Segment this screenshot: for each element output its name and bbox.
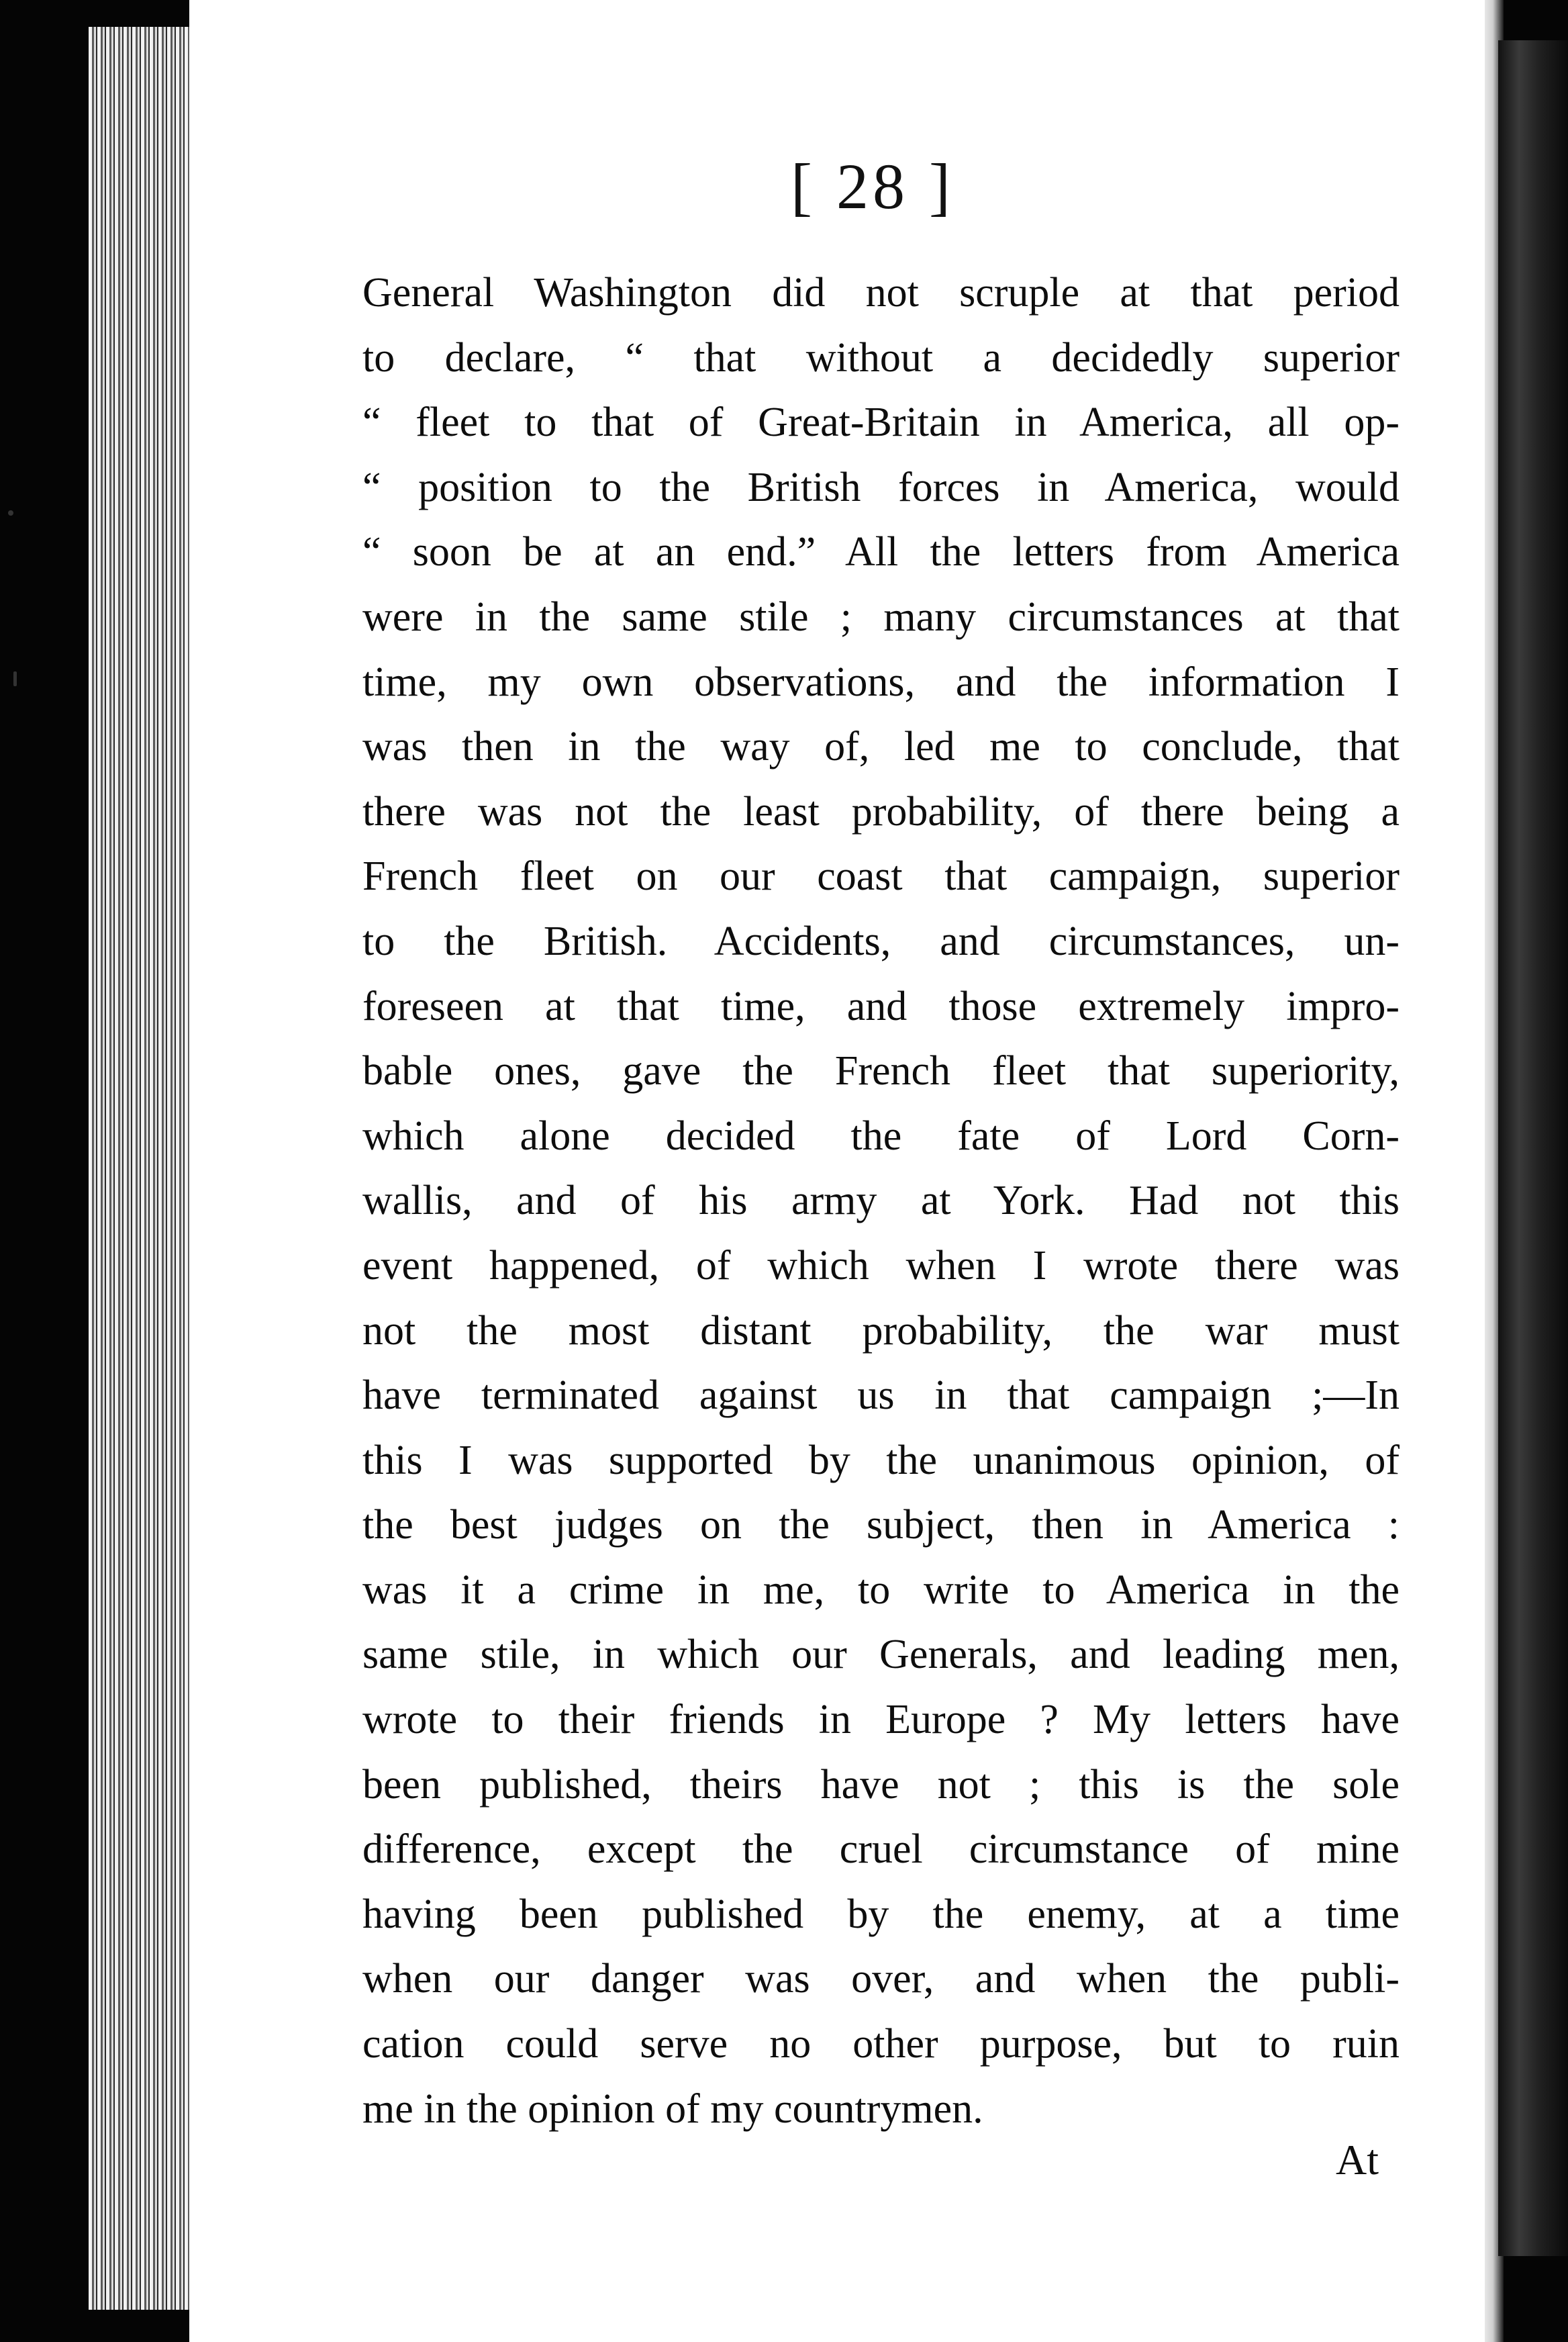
text-line: when our danger was over, and when the publi-	[362, 1956, 1400, 2002]
text-line: having been published by the enemy, at a time	[362, 1891, 1400, 1937]
text-line: event happened, of which when I wrote there was	[362, 1242, 1400, 1289]
text-line: been published, theirs have not ; this is the sole	[362, 1761, 1400, 1808]
stacked-page-edges	[89, 27, 189, 2310]
text-line: bable ones, gave the French fleet that superiority,	[362, 1048, 1400, 1094]
text-line: wrote to their friends in Europe ? My letters have	[362, 1697, 1400, 1743]
catchword: At	[1336, 2136, 1379, 2184]
page-number: [ 28 ]	[791, 150, 954, 222]
text-line: General Washington did not scruple at that period	[362, 270, 1400, 316]
text-line: “ fleet to that of Great-Britain in America, all op-	[362, 400, 1400, 446]
scan-speck	[8, 510, 13, 516]
text-line: not the most distant probability, the war must	[362, 1307, 1400, 1354]
text-line: wallis, and of his army at York. Had not this	[362, 1178, 1400, 1224]
text-line: “ soon be at an end.” All the letters from America	[362, 529, 1400, 575]
text-line: cation could serve no other purpose, but to ruin	[362, 2021, 1400, 2067]
text-line: were in the same stile ; many circumstances at that	[362, 594, 1400, 640]
text-line: difference, except the cruel circumstance of mine	[362, 1826, 1400, 1873]
text-line: same stile, in which our Generals, and leading men,	[362, 1632, 1400, 1678]
text-line: was it a crime in me, to write to America in the	[362, 1566, 1400, 1613]
text-line: this I was supported by the unanimous opinion, of	[362, 1437, 1400, 1483]
text-line: to the British. Accidents, and circumstances, un-	[362, 918, 1400, 964]
text-line: the best judges on the subject, then in America :	[362, 1502, 1400, 1548]
facing-page-edge	[1498, 40, 1568, 2256]
text-line: have terminated against us in that campaign ;—In	[362, 1372, 1400, 1419]
text-line: French fleet on our coast that campaign, superior	[362, 853, 1400, 900]
text-line: was then in the way of, led me to conclude, that	[362, 724, 1400, 770]
text-line: which alone decided the fate of Lord Corn-	[362, 1113, 1400, 1159]
text-line: time, my own observations, and the information I	[362, 659, 1400, 705]
text-line: foreseen at that time, and those extremely impro-	[362, 983, 1400, 1029]
text-line: me in the opinion of my countrymen.	[362, 2086, 983, 2132]
text-line: there was not the least probability, of there being a	[362, 788, 1400, 835]
text-line: “ position to the British forces in America, would	[362, 464, 1400, 510]
page-body-text	[362, 261, 1400, 2141]
scan-speck	[13, 671, 17, 686]
text-line: to declare, “ that without a decidedly superior	[362, 334, 1400, 381]
